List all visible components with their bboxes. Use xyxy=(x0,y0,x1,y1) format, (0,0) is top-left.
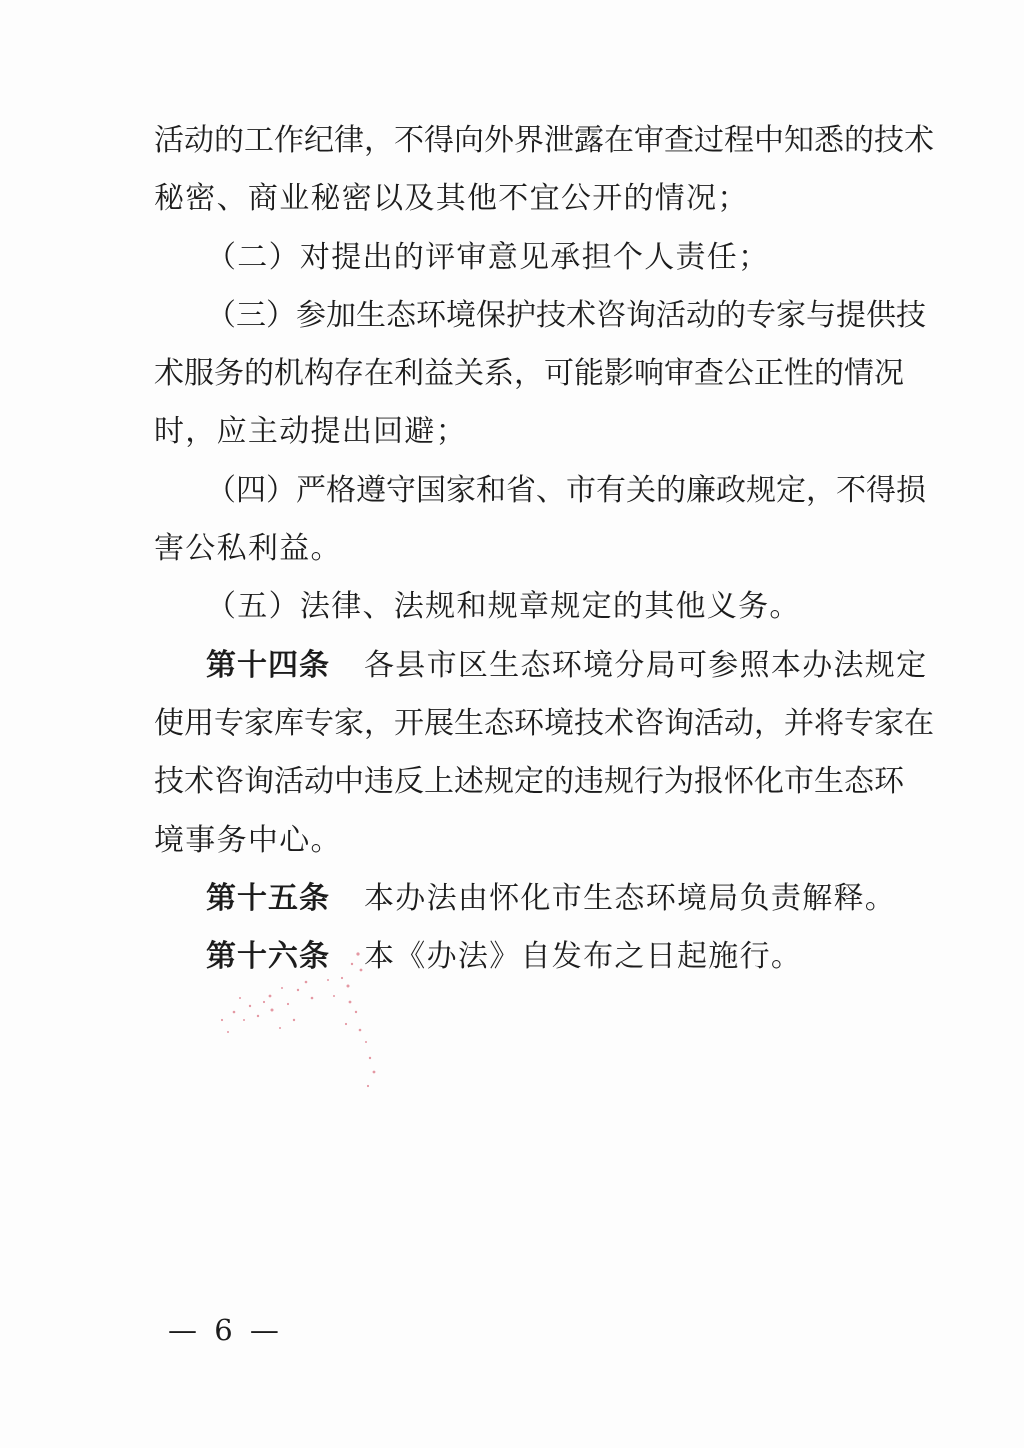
item-2-line-1: （二）对提出的评审意见承担个人责任； xyxy=(206,239,770,275)
document-body xyxy=(154,112,934,986)
article-15-text: 本办法由怀化市生态环境局负责解释。 xyxy=(364,880,897,916)
item-3-line-3: 时，应主动提出回避； xyxy=(154,414,467,450)
article-16-text: 本《办法》自发布之日起施行。 xyxy=(364,939,803,975)
item-5-line-1: （五）法律、法规和规章规定的其他义务。 xyxy=(206,589,801,625)
paragraph-continued-line-2: 秘密、商业秘密以及其他不宜公开的情况； xyxy=(154,181,749,217)
article-15-head: 第十五条 xyxy=(206,880,330,916)
article-14-line-2: 使用专家库专家，开展生态环境技术咨询活动，并将专家在 xyxy=(154,705,934,741)
paragraph-continued-line-1: 活动的工作纪律，不得向外界泄露在审查过程中知悉的技术 xyxy=(154,123,934,158)
article-14-line-3: 技术咨询活动中违反上述规定的违规行为报怀化市生态环 xyxy=(154,764,904,800)
article-14-line-4: 境事务中心。 xyxy=(154,822,342,858)
item-3-line-2: 术服务的机构存在利益关系，可能影响审查公正性的情况 xyxy=(154,356,904,392)
faint-seal-remnant xyxy=(210,940,410,1110)
article-14-text-1: 各县市区生态环境分局可参照本办法规定 xyxy=(364,647,928,683)
item-4-line-2: 害公私利益。 xyxy=(154,531,342,567)
page-number: — 6 — xyxy=(168,1313,283,1347)
item-4-line-1: （四）严格遵守国家和省、市有关的廉政规定，不得损 xyxy=(206,472,926,508)
article-14-head: 第十四条 xyxy=(206,647,330,683)
article-15-line xyxy=(154,870,897,928)
article-16-head: 第十六条 xyxy=(206,939,330,975)
item-3-line-1: （三）参加生态环境保护技术咨询活动的专家与提供技 xyxy=(206,297,926,333)
article-14-line-1 xyxy=(154,637,928,695)
